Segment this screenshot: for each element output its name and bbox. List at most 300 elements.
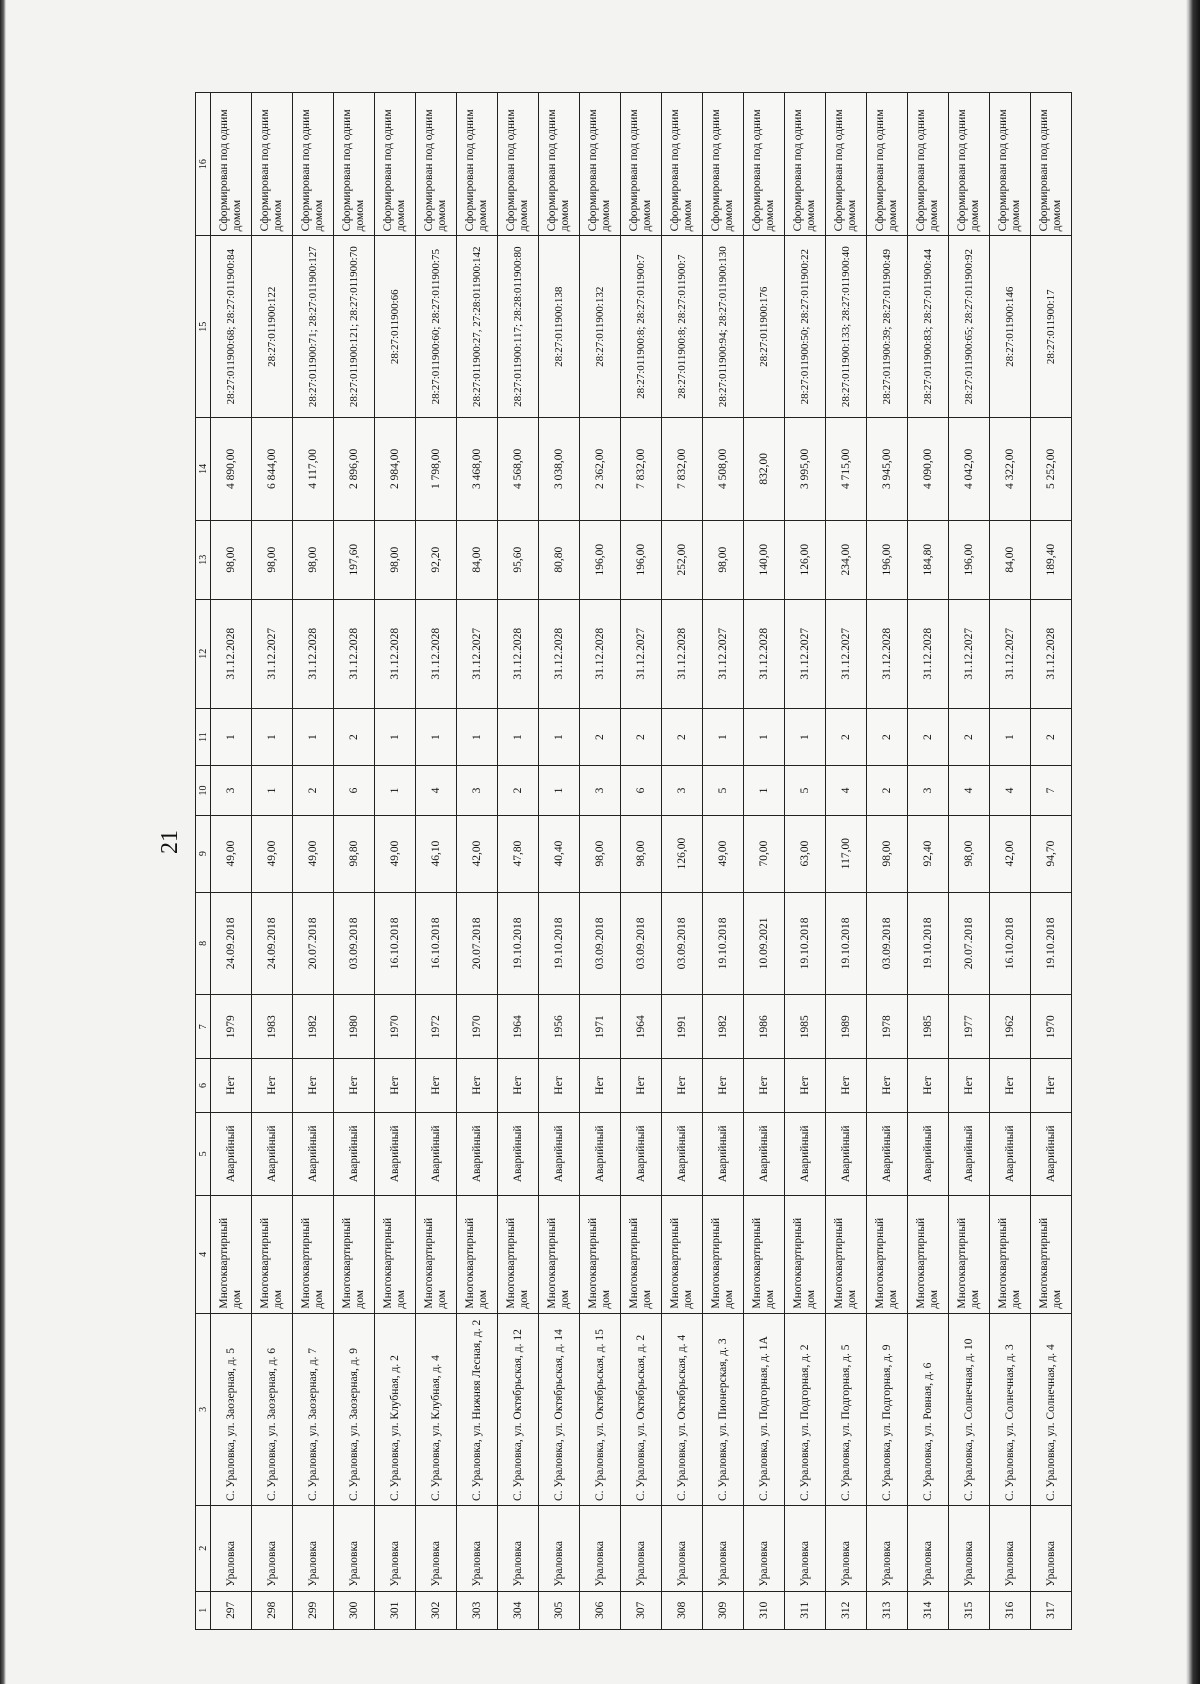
housing-register-table — [195, 92, 1072, 1630]
cell-land-status: Сформирован под одним домом — [293, 93, 334, 236]
cell-recognition-date: 19.10.2018 — [1031, 892, 1072, 995]
cell-year-built: 1962 — [990, 995, 1031, 1059]
cell-residents: 4 — [990, 766, 1031, 815]
cell-land-area: 4 090,00 — [908, 418, 949, 521]
cell-building-type: Многоквартирный дом — [457, 1196, 498, 1314]
cell-apartments: 1 — [498, 708, 539, 766]
cell-area-a: 63,00 — [785, 815, 826, 892]
cell-condition: Аварийный — [990, 1112, 1031, 1195]
cell-cadastral-numbers: 28:27:011900:50; 28:27:011900:22 — [785, 236, 826, 418]
cell-area-a: 98,00 — [580, 815, 621, 892]
cell-address: С. Ураловка, ул. Октябрьская, д. 12 — [498, 1313, 539, 1505]
cell-recognition-date: 10.09.2021 — [744, 892, 785, 995]
cell-area-a: 94,70 — [1031, 815, 1072, 892]
cell-settlement: Ураловка — [334, 1506, 375, 1592]
cell-land-area: 2 984,00 — [375, 418, 416, 521]
cell-land-area: 1 798,00 — [416, 418, 457, 521]
cell-building-type: Многоквартирный дом — [211, 1196, 252, 1314]
cell-cadastral-numbers: 28:27:011900:133; 28:27:011900:40 — [826, 236, 867, 418]
cell-condition: Аварийный — [826, 1112, 867, 1195]
cell-emergency-flag: Нет — [867, 1059, 908, 1112]
cell-area-b: 184,80 — [908, 520, 949, 599]
cell-address: С. Ураловка, ул. Пионерская, д. 3 — [703, 1313, 744, 1505]
table-row — [211, 93, 252, 1630]
cell-row-number: 313 — [867, 1591, 908, 1629]
cell-land-status: Сформирован под одним домом — [826, 93, 867, 236]
cell-area-b: 80,80 — [539, 520, 580, 599]
cell-building-type: Многоквартирный дом — [744, 1196, 785, 1314]
cell-cadastral-numbers: 28:27:011900:94; 28:27:011900:130 — [703, 236, 744, 418]
cell-condition: Аварийный — [703, 1112, 744, 1195]
cell-land-status: Сформирован под одним домом — [867, 93, 908, 236]
table-row — [703, 93, 744, 1630]
cell-apartments: 1 — [375, 708, 416, 766]
table-row — [744, 93, 785, 1630]
cell-building-type: Многоквартирный дом — [867, 1196, 908, 1314]
column-number-13: 13 — [196, 520, 211, 599]
cell-land-status: Сформирован под одним домом — [580, 93, 621, 236]
cell-row-number: 308 — [662, 1591, 703, 1629]
cell-condition: Аварийный — [252, 1112, 293, 1195]
cell-apartments: 2 — [949, 708, 990, 766]
cell-year-built: 1964 — [621, 995, 662, 1059]
cell-area-a: 98,00 — [949, 815, 990, 892]
cell-condition: Аварийный — [580, 1112, 621, 1195]
cell-row-number: 310 — [744, 1591, 785, 1629]
column-number-9: 9 — [196, 815, 211, 892]
cell-recognition-date: 19.10.2018 — [826, 892, 867, 995]
cell-row-number: 301 — [375, 1591, 416, 1629]
cell-cadastral-numbers: 28:27:011900:8; 28:27:011900:7 — [621, 236, 662, 418]
cell-emergency-flag: Нет — [252, 1059, 293, 1112]
cell-resettlement-deadline: 31.12.2028 — [908, 599, 949, 708]
table-row — [539, 93, 580, 1630]
cell-apartments: 2 — [867, 708, 908, 766]
cell-address: С. Ураловка, ул. Солнечная, д. 10 — [949, 1313, 990, 1505]
cell-address: С. Ураловка, ул. Подгорная, д. 5 — [826, 1313, 867, 1505]
cell-area-a: 49,00 — [252, 815, 293, 892]
cell-area-b: 126,00 — [785, 520, 826, 599]
cell-condition: Аварийный — [785, 1112, 826, 1195]
cell-emergency-flag: Нет — [908, 1059, 949, 1112]
cell-recognition-date: 16.10.2018 — [375, 892, 416, 995]
cell-apartments: 2 — [662, 708, 703, 766]
cell-building-type: Многоквартирный дом — [334, 1196, 375, 1314]
cell-resettlement-deadline: 31.12.2028 — [662, 599, 703, 708]
cell-emergency-flag: Нет — [703, 1059, 744, 1112]
cell-land-status: Сформирован под одним домом — [703, 93, 744, 236]
cell-resettlement-deadline: 31.12.2028 — [744, 599, 785, 708]
cell-emergency-flag: Нет — [416, 1059, 457, 1112]
cell-land-status: Сформирован под одним домом — [539, 93, 580, 236]
cell-resettlement-deadline: 31.12.2027 — [621, 599, 662, 708]
cell-settlement: Ураловка — [416, 1506, 457, 1592]
cell-emergency-flag: Нет — [211, 1059, 252, 1112]
cell-address: С. Ураловка, ул. Подгорная, д. 2 — [785, 1313, 826, 1505]
cell-land-status: Сформирован под одним домом — [744, 93, 785, 236]
cell-area-b: 140,00 — [744, 520, 785, 599]
cell-residents: 1 — [252, 766, 293, 815]
cell-residents: 3 — [580, 766, 621, 815]
cell-apartments: 2 — [1031, 708, 1072, 766]
cell-row-number: 309 — [703, 1591, 744, 1629]
cell-cadastral-numbers: 28:27:011900:71; 28:27:011900:127 — [293, 236, 334, 418]
cell-resettlement-deadline: 31.12.2028 — [375, 599, 416, 708]
cell-address: С. Ураловка, ул. Заозерная, д. 9 — [334, 1313, 375, 1505]
cell-residents: 4 — [949, 766, 990, 815]
cell-area-a: 70,00 — [744, 815, 785, 892]
cell-row-number: 299 — [293, 1591, 334, 1629]
cell-emergency-flag: Нет — [826, 1059, 867, 1112]
cell-area-b: 92,20 — [416, 520, 457, 599]
cell-row-number: 306 — [580, 1591, 621, 1629]
cell-settlement: Ураловка — [498, 1506, 539, 1592]
cell-recognition-date: 19.10.2018 — [539, 892, 580, 995]
cell-land-area: 3 038,00 — [539, 418, 580, 521]
cell-building-type: Многоквартирный дом — [293, 1196, 334, 1314]
cell-settlement: Ураловка — [375, 1506, 416, 1592]
table-row — [662, 93, 703, 1630]
cell-apartments: 1 — [785, 708, 826, 766]
table-row — [375, 93, 416, 1630]
cell-cadastral-numbers: 28:27:011900:68; 28:27:011900:84 — [211, 236, 252, 418]
cell-row-number: 317 — [1031, 1591, 1072, 1629]
cell-land-area: 4 117,00 — [293, 418, 334, 521]
column-number-2: 2 — [196, 1506, 211, 1592]
cell-recognition-date: 20.07.2018 — [457, 892, 498, 995]
cell-address: С. Ураловка, ул. Заозерная, д. 5 — [211, 1313, 252, 1505]
cell-settlement: Ураловка — [211, 1506, 252, 1592]
cell-resettlement-deadline: 31.12.2027 — [826, 599, 867, 708]
cell-apartments: 2 — [334, 708, 375, 766]
cell-address: С. Ураловка, ул. Солнечная, д. 3 — [990, 1313, 1031, 1505]
cell-row-number: 315 — [949, 1591, 990, 1629]
cell-resettlement-deadline: 31.12.2028 — [334, 599, 375, 708]
cell-residents: 3 — [908, 766, 949, 815]
cell-cadastral-numbers: 28:27:011900:66 — [375, 236, 416, 418]
cell-building-type: Многоквартирный дом — [785, 1196, 826, 1314]
cell-land-area: 4 890,00 — [211, 418, 252, 521]
cell-resettlement-deadline: 31.12.2028 — [580, 599, 621, 708]
cell-residents: 2 — [867, 766, 908, 815]
cell-year-built: 1989 — [826, 995, 867, 1059]
cell-area-a: 40,40 — [539, 815, 580, 892]
cell-recognition-date: 24.09.2018 — [211, 892, 252, 995]
cell-cadastral-numbers: 28:27:011900:176 — [744, 236, 785, 418]
cell-recognition-date: 03.09.2018 — [334, 892, 375, 995]
cell-residents: 3 — [662, 766, 703, 815]
cell-land-status: Сформирован под одним домом — [375, 93, 416, 236]
cell-address: С. Ураловка, ул. Клубная, д. 2 — [375, 1313, 416, 1505]
cell-land-area: 6 844,00 — [252, 418, 293, 521]
cell-area-a: 47,80 — [498, 815, 539, 892]
cell-residents: 6 — [621, 766, 662, 815]
cell-cadastral-numbers: 28:27:011900:60; 28:27:011900:75 — [416, 236, 457, 418]
cell-area-a: 49,00 — [375, 815, 416, 892]
table-row — [416, 93, 457, 1630]
column-number-6: 6 — [196, 1059, 211, 1112]
cell-residents: 1 — [744, 766, 785, 815]
cell-condition: Аварийный — [539, 1112, 580, 1195]
cell-cadastral-numbers: 28:27:011900:17 — [1031, 236, 1072, 418]
column-number-10: 10 — [196, 766, 211, 815]
cell-emergency-flag: Нет — [744, 1059, 785, 1112]
cell-settlement: Ураловка — [457, 1506, 498, 1592]
cell-row-number: 314 — [908, 1591, 949, 1629]
cell-year-built: 1971 — [580, 995, 621, 1059]
cell-building-type: Многоквартирный дом — [1031, 1196, 1072, 1314]
cell-building-type: Многоквартирный дом — [375, 1196, 416, 1314]
cell-residents: 5 — [785, 766, 826, 815]
cell-resettlement-deadline: 31.12.2028 — [211, 599, 252, 708]
cell-address: С. Ураловка, ул. Октябрьская, д. 4 — [662, 1313, 703, 1505]
table-row — [334, 93, 375, 1630]
cell-area-a: 46,10 — [416, 815, 457, 892]
cell-settlement: Ураловка — [785, 1506, 826, 1592]
cell-condition: Аварийный — [416, 1112, 457, 1195]
cell-row-number: 305 — [539, 1591, 580, 1629]
column-number-15: 15 — [196, 236, 211, 418]
cell-land-area: 4 568,00 — [498, 418, 539, 521]
cell-address: С. Ураловка, ул. Заозерная, д. 6 — [252, 1313, 293, 1505]
cell-apartments: 1 — [416, 708, 457, 766]
cell-condition: Аварийный — [662, 1112, 703, 1195]
cell-apartments: 2 — [580, 708, 621, 766]
cell-building-type: Многоквартирный дом — [621, 1196, 662, 1314]
cell-year-built: 1980 — [334, 995, 375, 1059]
cell-resettlement-deadline: 31.12.2027 — [785, 599, 826, 708]
table-row — [990, 93, 1031, 1630]
cell-area-a: 98,00 — [867, 815, 908, 892]
cell-land-area: 2 362,00 — [580, 418, 621, 521]
cell-building-type: Многоквартирный дом — [908, 1196, 949, 1314]
cell-cadastral-numbers: 28:27:011900:8; 28:27:011900:7 — [662, 236, 703, 418]
cell-settlement: Ураловка — [703, 1506, 744, 1592]
cell-settlement: Ураловка — [293, 1506, 334, 1592]
cell-area-b: 84,00 — [457, 520, 498, 599]
cell-building-type: Многоквартирный дом — [539, 1196, 580, 1314]
cell-land-status: Сформирован под одним домом — [785, 93, 826, 236]
cell-recognition-date: 19.10.2018 — [703, 892, 744, 995]
cell-area-a: 49,00 — [293, 815, 334, 892]
cell-row-number: 303 — [457, 1591, 498, 1629]
cell-land-status: Сформирован под одним домом — [457, 93, 498, 236]
cell-condition: Аварийный — [457, 1112, 498, 1195]
cell-resettlement-deadline: 31.12.2027 — [949, 599, 990, 708]
cell-land-status: Сформирован под одним домом — [990, 93, 1031, 236]
cell-cadastral-numbers: 28:27:011900:39; 28:27:011900:49 — [867, 236, 908, 418]
column-number-16: 16 — [196, 93, 211, 236]
cell-year-built: 1964 — [498, 995, 539, 1059]
column-number-5: 5 — [196, 1112, 211, 1195]
cell-area-b: 234,00 — [826, 520, 867, 599]
cell-cadastral-numbers: 28:27:011900:121; 28:27:011900:70 — [334, 236, 375, 418]
cell-recognition-date: 16.10.2018 — [990, 892, 1031, 995]
cell-year-built: 1978 — [867, 995, 908, 1059]
cell-emergency-flag: Нет — [293, 1059, 334, 1112]
cell-area-b: 197,60 — [334, 520, 375, 599]
cell-land-area: 4 322,00 — [990, 418, 1031, 521]
cell-land-status: Сформирован под одним домом — [416, 93, 457, 236]
cell-settlement: Ураловка — [252, 1506, 293, 1592]
cell-residents: 1 — [375, 766, 416, 815]
cell-emergency-flag: Нет — [375, 1059, 416, 1112]
cell-apartments: 2 — [826, 708, 867, 766]
cell-recognition-date: 03.09.2018 — [621, 892, 662, 995]
cell-address: С. Ураловка, ул. Подгорная, д. 9 — [867, 1313, 908, 1505]
cell-row-number: 307 — [621, 1591, 662, 1629]
cell-resettlement-deadline: 31.12.2027 — [252, 599, 293, 708]
cell-land-area: 3 468,00 — [457, 418, 498, 521]
cell-condition: Аварийный — [621, 1112, 662, 1195]
cell-resettlement-deadline: 31.12.2027 — [990, 599, 1031, 708]
column-number-row — [196, 93, 211, 1630]
cell-land-area: 5 252,00 — [1031, 418, 1072, 521]
scan-edge-right — [1186, 0, 1200, 1684]
cell-year-built: 1979 — [211, 995, 252, 1059]
cell-emergency-flag: Нет — [785, 1059, 826, 1112]
column-number-14: 14 — [196, 418, 211, 521]
cell-residents: 1 — [539, 766, 580, 815]
cell-resettlement-deadline: 31.12.2028 — [867, 599, 908, 708]
cell-area-b: 98,00 — [252, 520, 293, 599]
table-row — [457, 93, 498, 1630]
cell-settlement: Ураловка — [1031, 1506, 1072, 1592]
table-row — [826, 93, 867, 1630]
cell-emergency-flag: Нет — [498, 1059, 539, 1112]
cell-settlement: Ураловка — [867, 1506, 908, 1592]
cell-apartments: 1 — [211, 708, 252, 766]
cell-area-b: 196,00 — [580, 520, 621, 599]
cell-recognition-date: 03.09.2018 — [662, 892, 703, 995]
cell-settlement: Ураловка — [826, 1506, 867, 1592]
cell-area-a: 42,00 — [457, 815, 498, 892]
cell-year-built: 1983 — [252, 995, 293, 1059]
cell-cadastral-numbers: 28:27:011900:117; 28:28:011900:80 — [498, 236, 539, 418]
cell-recognition-date: 19.10.2018 — [498, 892, 539, 995]
rotated-sheet — [195, 92, 1072, 1630]
cell-recognition-date: 03.09.2018 — [867, 892, 908, 995]
cell-emergency-flag: Нет — [662, 1059, 703, 1112]
cell-recognition-date: 16.10.2018 — [416, 892, 457, 995]
cell-land-status: Сформирован под одним домом — [498, 93, 539, 236]
cell-apartments: 1 — [703, 708, 744, 766]
cell-area-b: 98,00 — [293, 520, 334, 599]
cell-address: С. Ураловка, ул. Ровная, д. 6 — [908, 1313, 949, 1505]
cell-address: С. Ураловка, ул. Подгорная, д. 1А — [744, 1313, 785, 1505]
cell-year-built: 1986 — [744, 995, 785, 1059]
cell-cadastral-numbers: 28:27:011900:122 — [252, 236, 293, 418]
cell-address: С. Ураловка, ул. Солнечная, д. 4 — [1031, 1313, 1072, 1505]
cell-apartments: 1 — [457, 708, 498, 766]
cell-building-type: Многоквартирный дом — [990, 1196, 1031, 1314]
cell-land-area: 4 042,00 — [949, 418, 990, 521]
cell-row-number: 311 — [785, 1591, 826, 1629]
cell-land-area: 832,00 — [744, 418, 785, 521]
cell-row-number: 300 — [334, 1591, 375, 1629]
cell-residents: 2 — [293, 766, 334, 815]
cell-land-status: Сформирован под одним домом — [1031, 93, 1072, 236]
cell-year-built: 1970 — [375, 995, 416, 1059]
cell-settlement: Ураловка — [580, 1506, 621, 1592]
table-row — [908, 93, 949, 1630]
cell-settlement: Ураловка — [990, 1506, 1031, 1592]
cell-recognition-date: 24.09.2018 — [252, 892, 293, 995]
cell-apartments: 1 — [252, 708, 293, 766]
table-row — [949, 93, 990, 1630]
cell-area-b: 196,00 — [949, 520, 990, 599]
cell-area-b: 196,00 — [867, 520, 908, 599]
cell-land-area: 3 945,00 — [867, 418, 908, 521]
cell-area-a: 98,00 — [621, 815, 662, 892]
cell-residents: 4 — [826, 766, 867, 815]
cell-land-status: Сформирован под одним домом — [252, 93, 293, 236]
cell-recognition-date: 03.09.2018 — [580, 892, 621, 995]
cell-area-a: 42,00 — [990, 815, 1031, 892]
scan-edge-left — [0, 0, 6, 1684]
cell-row-number: 316 — [990, 1591, 1031, 1629]
cell-apartments: 2 — [621, 708, 662, 766]
cell-emergency-flag: Нет — [580, 1059, 621, 1112]
cell-residents: 5 — [703, 766, 744, 815]
cell-address: С. Ураловка, ул. Октябрьская, д. 15 — [580, 1313, 621, 1505]
cell-resettlement-deadline: 31.12.2028 — [498, 599, 539, 708]
cell-row-number: 302 — [416, 1591, 457, 1629]
cell-area-a: 49,00 — [703, 815, 744, 892]
cell-area-b: 252,00 — [662, 520, 703, 599]
cell-year-built: 1956 — [539, 995, 580, 1059]
table-body — [211, 93, 1072, 1630]
cell-emergency-flag: Нет — [334, 1059, 375, 1112]
cell-emergency-flag: Нет — [1031, 1059, 1072, 1112]
column-number-11: 11 — [196, 708, 211, 766]
cell-condition: Аварийный — [867, 1112, 908, 1195]
cell-residents: 4 — [416, 766, 457, 815]
cell-settlement: Ураловка — [949, 1506, 990, 1592]
cell-building-type: Многоквартирный дом — [416, 1196, 457, 1314]
cell-settlement: Ураловка — [908, 1506, 949, 1592]
cell-resettlement-deadline: 31.12.2028 — [1031, 599, 1072, 708]
cell-emergency-flag: Нет — [621, 1059, 662, 1112]
cell-settlement: Ураловка — [744, 1506, 785, 1592]
cell-area-a: 92,40 — [908, 815, 949, 892]
cell-residents: 6 — [334, 766, 375, 815]
column-number-1: 1 — [196, 1591, 211, 1629]
cell-building-type: Многоквартирный дом — [498, 1196, 539, 1314]
table-row — [867, 93, 908, 1630]
cell-area-a: 98,80 — [334, 815, 375, 892]
cell-recognition-date: 20.07.2018 — [293, 892, 334, 995]
cell-address: С. Ураловка, ул. Октябрьская, д. 14 — [539, 1313, 580, 1505]
cell-address: С. Ураловка, ул. Октябрьская, д. 2 — [621, 1313, 662, 1505]
cell-residents: 7 — [1031, 766, 1072, 815]
cell-cadastral-numbers: 28:27:011900:65; 28:27:011900:92 — [949, 236, 990, 418]
cell-resettlement-deadline: 31.12.2028 — [293, 599, 334, 708]
cell-address: С. Ураловка, ул. Нижняя Лесная, д. 2 — [457, 1313, 498, 1505]
cell-settlement: Ураловка — [539, 1506, 580, 1592]
cell-land-status: Сформирован под одним домом — [662, 93, 703, 236]
cell-cadastral-numbers: 28:27:011900:138 — [539, 236, 580, 418]
cell-year-built: 1985 — [785, 995, 826, 1059]
cell-recognition-date: 19.10.2018 — [785, 892, 826, 995]
cell-land-area: 7 832,00 — [662, 418, 703, 521]
cell-condition: Аварийный — [498, 1112, 539, 1195]
cell-year-built: 1972 — [416, 995, 457, 1059]
cell-area-b: 95,60 — [498, 520, 539, 599]
cell-building-type: Многоквартирный дом — [252, 1196, 293, 1314]
cell-row-number: 298 — [252, 1591, 293, 1629]
cell-condition: Аварийный — [375, 1112, 416, 1195]
